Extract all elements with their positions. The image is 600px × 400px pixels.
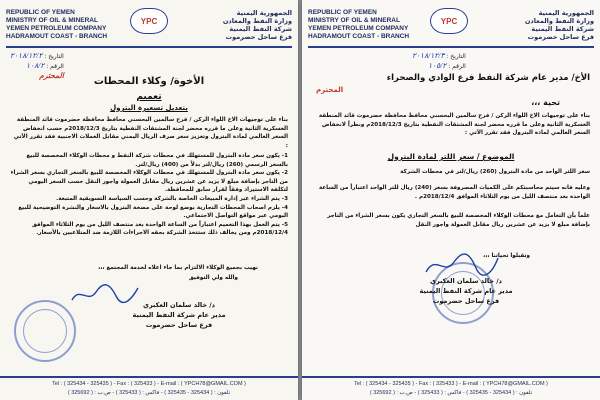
ref-value: ١٠٥/٢ xyxy=(428,61,447,70)
header-ar-line: الجمهورية اليمنية xyxy=(538,9,594,17)
header-ar-line: فرع ساحل حضرموت xyxy=(225,33,292,41)
items-list xyxy=(10,152,288,238)
header-en-line: YEMEN PETROLEUM COMPANY xyxy=(308,25,409,32)
header-ar-line: الجمهورية اليمنية xyxy=(236,9,292,17)
footer-contact-en: Tel : ( 325434 - 325435 ) - Fax : ( 325433 ) - E-mail : ( YPCH78@GMAIL.COM ) xyxy=(52,381,246,387)
signature-block xyxy=(362,276,570,306)
signer-name: د/ خالد سلمان العكبري xyxy=(143,301,215,309)
date-ref-block xyxy=(412,51,466,71)
memo-subject: بتعديل تسعيرة البترول xyxy=(110,104,188,112)
header-en-line: MINISTRY OF OIL & MINERAL xyxy=(6,17,98,24)
closing-line: نهيب بجميع الوكلاء الالتزام بما جاء اعلاه لخدمة المجتمع ،،، xyxy=(98,265,258,271)
header-en-line: REPUBLIC OF YEMEN xyxy=(308,9,377,16)
header-en-line: HADRAMOUT COAST - BRANCH xyxy=(308,33,410,40)
note-paragraph: وعليه فانه سيتم محاسبتكم على الكميات المصروفة بسعر (240) ريال للتر الواحد اعتباراً من الساعة الواحدة بعد منتصف الليل من يوم الثلاثاء الموافق 2018/12/4م . xyxy=(318,185,590,200)
footer-contact-ar: تلفون : ( 325434 - 325435 ) - فاكس : ( 325433 ) - ص.ب : ( 325692 ) xyxy=(369,390,533,396)
header-ar-line: وزارة النفط والمعادن xyxy=(524,17,594,25)
date-value: ٢٠١٨/١٢/٣ xyxy=(412,51,445,60)
letter-footer xyxy=(302,376,600,400)
header-arabic xyxy=(484,9,594,41)
list-item: 5- يتم العمل بهذا التعميم اعتباراً من الساعة الواحدة بعد منتصف الليل من يوم الثلاثاء الموافق 2018/12/4م ومن يخالف ذلك ستتخذ الشركة بحقه الاجراءات اللازمة ضد المتلاعبين بالأسعار. xyxy=(32,221,288,237)
price-line: سعر اللتر الواحد من مادة البترول (260) ريال/لتر في محطات الشركة xyxy=(400,169,590,175)
header-ar-line: وزارة النفط والمعادن xyxy=(222,17,292,25)
header-divider xyxy=(308,46,594,48)
header-en-line: MINISTRY OF OIL & MINERAL xyxy=(308,17,400,24)
header-divider xyxy=(6,46,292,48)
list-item: 2- يكون سعر مادة البترول للمستهلك في محطات الوكلاء المخصصة للبيع بالسعر التجاري بسعر الشراء من التاجر بإضافة مبلغ لا يزيد عن عشرين ريال مقابل العمولة واجور النقل حسب السعر اليومي لتكلفة الاستيراد وفقاً لقرار سابق للمحافظة. xyxy=(10,170,288,194)
regards-line: والله ولي التوفيق xyxy=(188,275,238,281)
memo-title: تعميم xyxy=(136,92,162,102)
date-label: التاريخ : xyxy=(44,53,64,60)
greeting: تحية ،،، xyxy=(531,98,560,107)
ref-label: الرقم : xyxy=(46,63,64,70)
addressee: الأخ/ مدير عام شركة النفط فرع الوادي والصحراء xyxy=(386,73,590,83)
subject-line: الموضوع / سعر اللتر لمادة البترول xyxy=(387,152,515,161)
header-en-line: REPUBLIC OF YEMEN xyxy=(6,9,75,16)
header-english xyxy=(308,9,420,41)
footer-contact-ar: تلفون : ( 325434 - 325435 ) - فاكس : ( 325433 ) - ص.ب : ( 325692 ) xyxy=(67,390,231,396)
ref-value: ١٠٨/٢ xyxy=(26,61,45,70)
addressee: الأخوة/ وكلاء المحطات xyxy=(93,76,205,87)
signature-block xyxy=(80,300,278,330)
signer-branch: فرع ساحل حضرموت xyxy=(432,297,500,305)
regards-line: وتقبلوا تحياتنا ،،، xyxy=(483,253,530,259)
logo-text: YPC xyxy=(440,16,458,26)
signer-title: مدير عام شركة النفط اليمنية xyxy=(132,311,226,319)
footer-contact-en: Tel : ( 325434 - 325435 ) - Fax : ( 325433 ) - E-mail : ( YPCH78@GMAIL.COM ) xyxy=(354,381,548,387)
company-logo xyxy=(130,8,168,34)
received-stamp-text: المحترم xyxy=(39,71,64,80)
signer-name: د/ خالد سلمان العكبري xyxy=(430,277,502,285)
ref-label: الرقم : xyxy=(448,63,466,70)
logo-text: YPC xyxy=(140,16,158,26)
official-stamp xyxy=(14,300,76,362)
date-value: ٢٠١٨/١٢/٢ xyxy=(10,51,43,60)
left-letter xyxy=(0,0,298,400)
signature-icon xyxy=(422,252,502,278)
letter-footer xyxy=(0,376,298,400)
signer-title: مدير عام شركة النفط اليمنية xyxy=(419,287,513,295)
intro-paragraph: بناء على توجيهات الاخ اللواء الركن / فرج سالمين البحسني محافظ محافظة حضرموت قائد المنطقة العسكرية الثانية وعلى ما قرره محضر لجنة المشتقات النفطية بتاريخ 2018/12/3م حسب انخفاض السعر العالمي لمادة البترول وتعزيز سعر صرف الريال اليمني مقابل العملات الاجنبية فقد تقرر الآتي : xyxy=(13,117,288,149)
right-letter xyxy=(302,0,600,400)
header-en-line: HADRAMOUT COAST - BRANCH xyxy=(6,33,108,40)
header-en-line: YEMEN PETROLEUM COMPANY xyxy=(6,25,107,32)
signer-branch: فرع ساحل حضرموت xyxy=(145,321,213,329)
extra-paragraph: علماً بأن التعامل مع محطات الوكلاء المخصصة للبيع بالسعر التجاري يكون بسعر الشراء من التاجر بإضافة مبلغ لا يزيد عن عشرين ريال مقابل العمولة واجور النقل xyxy=(327,213,590,228)
header-ar-line: فرع ساحل حضرموت xyxy=(527,33,594,41)
addressee-suffix: المحترم xyxy=(316,86,344,94)
header-ar-line: شركة النفط اليمنية xyxy=(229,25,292,33)
company-logo xyxy=(430,8,468,34)
intro-paragraph: بناء على توجيهات الاخ اللواء الركن / فرج سالمين البحسني محافظ محافظة حضرموت قائد المنطقة العسكرية الثانية وعلى ما قرره محضر لجنة المشتقات النفطية بتاريخ 2018/12/3م ونظراً لانخفاض السعر العالمي لمادة البترول فقد تقرر الآتي : xyxy=(318,113,590,137)
date-label: التاريخ : xyxy=(446,53,466,60)
list-item: 1- يكون سعر مادة البترول للمستهلك في محطات شركة النفط و محطات الوكلاء المخصصة للبيع بالسعر الرسمي (260) ريال/لتر بدلاً من (400) ريال/لتر. xyxy=(26,153,288,168)
list-item: 3- يتم الشراء عبر إدارة المبيعات الخاصة بالشركة وحسب السياسة التسويقية المتبعة. xyxy=(56,195,288,202)
header-ar-line: شركة النفط اليمنية xyxy=(531,25,594,33)
header-arabic xyxy=(182,9,292,41)
header-english xyxy=(6,9,118,41)
list-item: 4- يلزم اصحاب المحطات التجارية بوضع لوحة على مضخة البترول بالاسعار والنشرة التوضيحية للبيع اليومي عبر مواقع التواصل الاجتماعي. xyxy=(18,204,288,220)
